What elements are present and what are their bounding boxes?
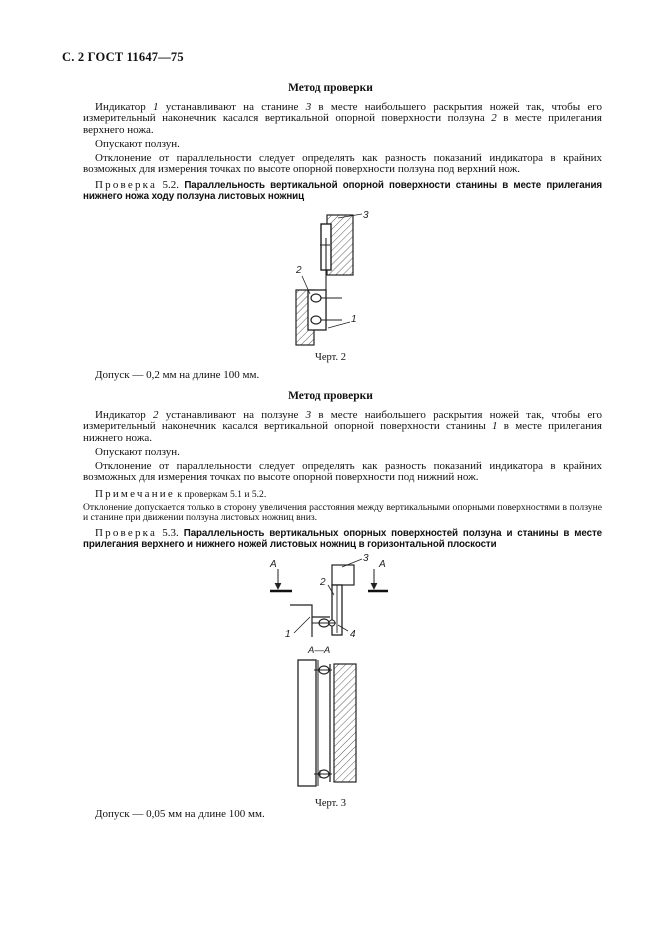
tolerance-3: Допуск — 0,05 мм на длине 100 мм. [95, 808, 265, 820]
figure-2-label-2: 2 [296, 265, 302, 276]
method-1-paragraph-2: Опускают ползун. [95, 138, 180, 150]
figure-3-label-2: 2 [320, 577, 326, 588]
frame-plate [298, 660, 316, 786]
section-title: А—А [308, 645, 331, 656]
indicator-dial-top [311, 294, 321, 302]
figure-3-label-1: 1 [285, 629, 291, 640]
note-text: Отклонение допускается только в сторону увеличения расстояния между вертикальными опорными поверхностями в ползуне и станине при движении ползуна листовых ножниц вниз. [83, 502, 602, 524]
section-marker-right: А [379, 559, 386, 570]
check-5-2-heading: Проверка 5.2. Параллельность вертикальной опорной поверхности станины в месте прилегания нижнего ножа ходу ползуна листовых ножниц [83, 179, 602, 203]
slider-hatched-block [334, 664, 356, 782]
indicator-dial-bottom [311, 316, 321, 324]
method-title-2: Метод проверки [288, 390, 373, 402]
figure-2-caption: Черт. 2 [315, 352, 346, 363]
figure-3-caption: Черт. 3 [315, 798, 346, 809]
figure-2-label-1: 1 [351, 314, 357, 325]
method-title-1: Метод проверки [288, 82, 373, 94]
figure-2-label-3: 3 [363, 210, 369, 221]
figure-2 [280, 210, 390, 350]
method-1-paragraph-1: Индикатор 1 устанавливают на станине 3 в месте наибольшего раскрытия ножей так, чтобы его измерительный наконечник касался вертикальной опорной поверхности ползуна 2 в месте прилегания верхнего ножа. [83, 101, 602, 136]
note-heading: Примечание к проверкам 5.1 и 5.2. [95, 488, 267, 500]
figure-3-top [270, 555, 410, 655]
page-header: С. 2 ГОСТ 11647—75 [62, 50, 184, 64]
figure-3-label-4: 4 [350, 629, 356, 640]
figure-3-section [290, 642, 370, 792]
section-marker-left: А [270, 559, 277, 570]
tolerance-2: Допуск — 0,2 мм на длине 100 мм. [95, 369, 260, 381]
check-5-3-heading: Проверка 5.3. Параллельность вертикальных опорных поверхностей ползуна и станины в месте прилегания верхнего и нижнего ножей листовых ножниц в горизонтальной плоскости [83, 527, 603, 551]
figure-3-label-3: 3 [363, 553, 369, 564]
method-2-paragraph-2: Опускают ползун. [95, 446, 180, 458]
method-2-paragraph-3: Отклонение от параллельности следует определять как разность показаний индикатора в крайних возможных для измерения точках по высоте опорной поверхности под нижний нож. [83, 460, 602, 484]
method-2-paragraph-1: Индикатор 2 устанавливают на ползуне 3 в месте наибольшего раскрытия ножей так, чтобы его измерительный наконечник касался вертикальной опорной поверхности станины 1 в месте прилегания нижнего ножа. [83, 409, 602, 444]
method-1-paragraph-3: Отклонение от параллельности следует определять как разность показаний индикатора в крайних возможных для измерения точках по высоте опорной поверхности ползуна под верхний нож. [83, 152, 602, 176]
